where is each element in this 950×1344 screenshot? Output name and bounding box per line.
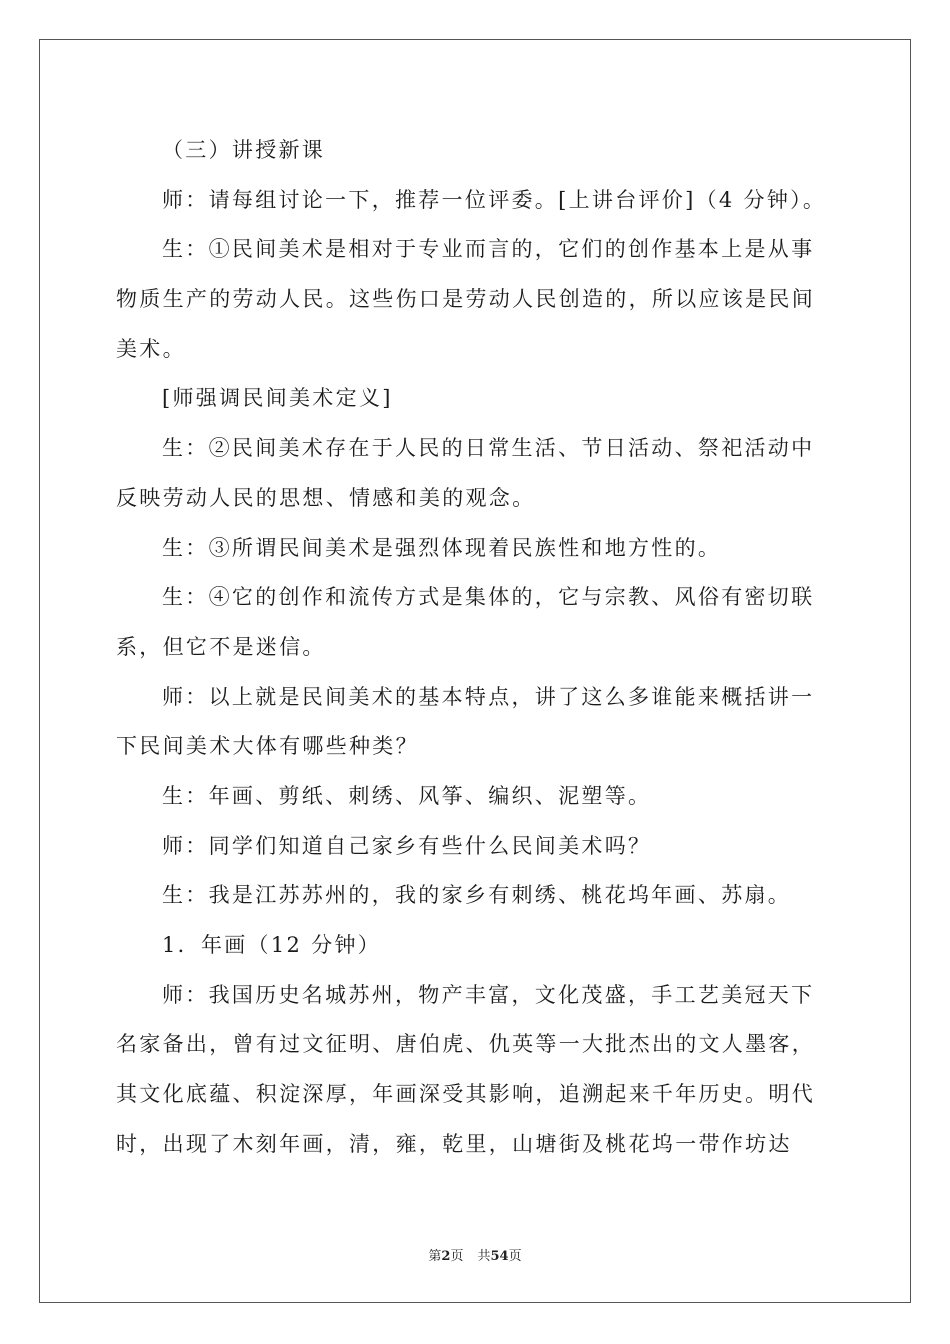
paragraph-line: 生：我是江苏苏州的，我的家乡有刺绣、桃花坞年画、苏扇。 (162, 883, 792, 908)
document-body (116, 126, 838, 1169)
paragraph-line: [师强调民间美术定义] (162, 386, 393, 411)
paragraph-line: 师：我国历史名城苏州，物产丰富，文化茂盛，手工艺美冠天下 (162, 982, 815, 1007)
paragraph-line: 反映劳动人民的思想、情感和美的观念。 (116, 485, 536, 510)
paragraph-line: 生：④它的创作和流传方式是集体的，它与宗教、风俗有密切联 (162, 585, 815, 610)
page-number: 2 (441, 1249, 451, 1264)
paragraph-line: 生：②民间美术存在于人民的日常生活、节日活动、祭祀活动中 (162, 436, 815, 461)
paragraph-line: 师：请每组讨论一下，推荐一位评委。[上讲台评价]（4 分钟）。 (162, 187, 827, 212)
section-heading: （三）讲授新课 (162, 138, 326, 162)
paragraph-line: 其文化底蕴、积淀深厚，年画深受其影响，追溯起来千年历史。明代 (116, 1082, 815, 1107)
total-suffix: 页 (508, 1249, 522, 1264)
paragraph-line: 美术。 (116, 336, 186, 361)
paragraph-line: 物质生产的劳动人民。这些伤口是劳动人民创造的，所以应该是民间 (116, 287, 815, 312)
paragraph-line: 生：③所谓民间美术是强烈体现着民族性和地方性的。 (162, 535, 722, 560)
total-pages: 54 (490, 1249, 509, 1264)
total-prefix: 共 (477, 1249, 491, 1264)
page-footer (0, 1245, 950, 1264)
page-prefix: 第 (428, 1249, 442, 1264)
paragraph-line: 系，但它不是迷信。 (116, 634, 326, 659)
paragraph-line: 师：以上就是民间美术的基本特点，讲了这么多谁能来概括讲一 (162, 684, 815, 709)
page-suffix: 页 (450, 1249, 464, 1264)
subsection-heading: 1．年画（12 分钟） (162, 933, 382, 957)
paragraph-line: 生：①民间美术是相对于专业而言的，它们的创作基本上是从事 (162, 237, 815, 262)
paragraph-line: 生：年画、剪纸、刺绣、风筝、编织、泥塑等。 (162, 783, 652, 808)
paragraph-line: 下民间美术大体有哪些种类？ (116, 734, 419, 759)
paragraph-line: 名家备出，曾有过文征明、唐伯虎、仇英等一大批杰出的文人墨客， (116, 1032, 815, 1057)
paragraph-line: 时，出现了木刻年画，清，雍，乾里，山塘街及桃花坞一带作坊达 (116, 1131, 792, 1156)
paragraph-line: 师：同学们知道自己家乡有些什么民间美术吗？ (162, 833, 652, 858)
